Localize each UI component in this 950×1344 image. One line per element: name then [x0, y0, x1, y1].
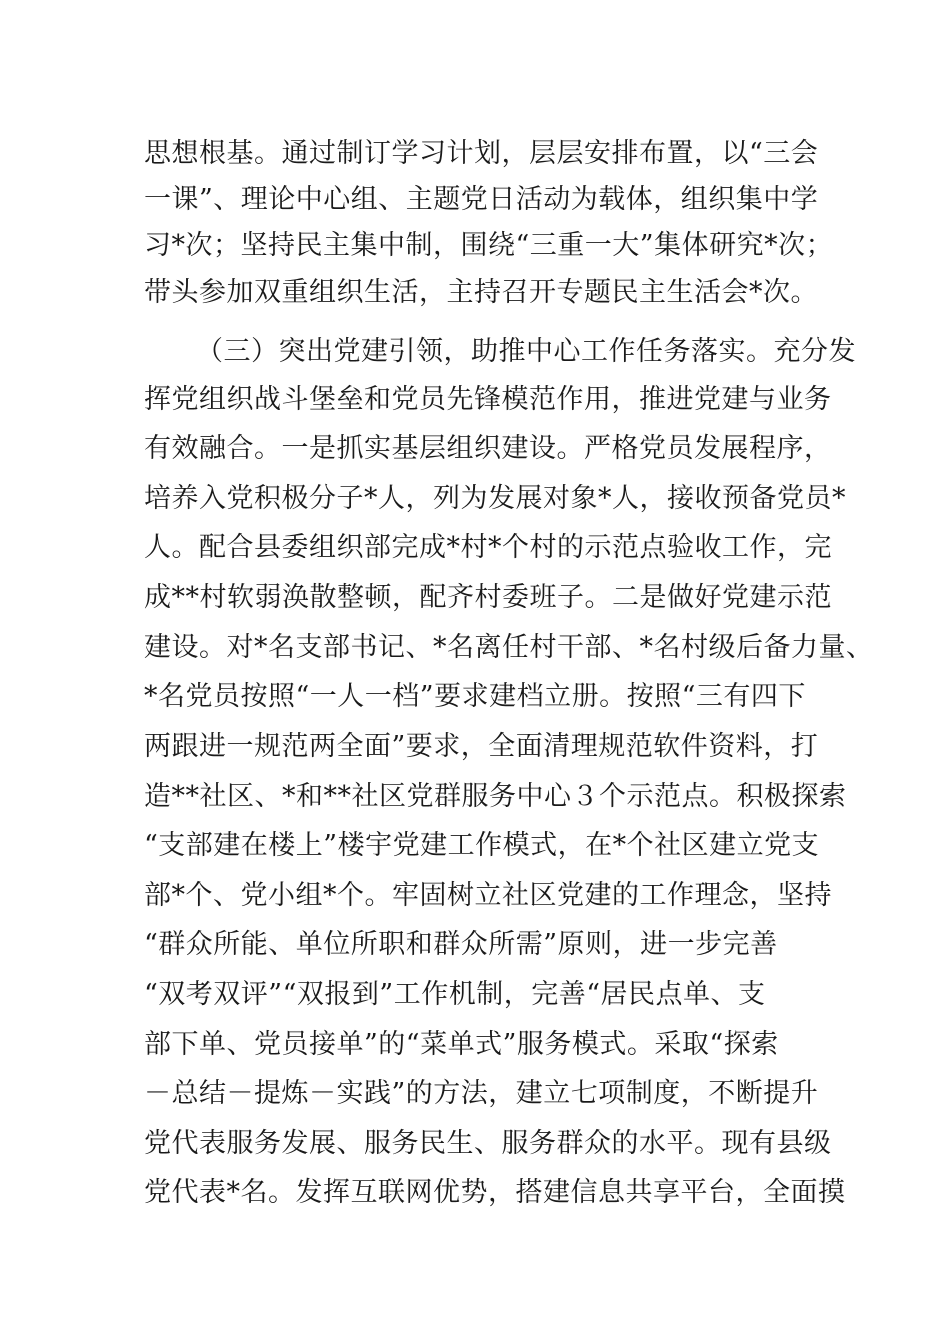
text-line: *名党员按照“一人一档”要求建档立册。按照“三有四下	[144, 681, 806, 712]
section-heading-line: （三）突出党建引领，助推中心工作任务落实。充分发	[196, 336, 856, 367]
text-line: “群众所能、单位所职和群众所需”原则，进一步完善	[144, 929, 778, 960]
text-line: －总结－提炼－实践”的方法，建立七项制度，不断提升	[144, 1078, 819, 1109]
text-line: 带头参加双重组织生活，主持召开专题民主生活会*次。	[144, 277, 818, 308]
text-line: 党代表*名。发挥互联网优势，搭建信息共享平台，全面摸	[144, 1177, 846, 1208]
text-line: 培养入党积极分子*人，列为发展对象*人，接收预备党员*	[144, 483, 846, 514]
text-line: 建设。对*名支部书记、*名离任村干部、*名村级后备力量、	[144, 632, 874, 663]
text-line: 两跟进一规范两全面”要求，全面清理规范软件资料，打	[144, 731, 819, 762]
text-line: 造**社区、*和**社区党群服务中心３个示范点。积极探索	[144, 781, 847, 812]
text-line: 挥党组织战斗堡垒和党员先锋模范作用，推进党建与业务	[144, 384, 832, 415]
text-line: 部*个、党小组*个。牢固树立社区党建的工作理念，坚持	[144, 880, 832, 911]
text-line: 思想根基。通过制订学习计划，层层安排布置，以“三会	[144, 138, 819, 169]
text-line: 人。配合县委组织部完成*村*个村的示范点验收工作，完	[144, 532, 832, 563]
text-line: 部下单、党员接单”的“菜单式”服务模式。采取“探索	[144, 1029, 779, 1060]
text-line: “支部建在楼上”楼宇党建工作模式，在*个社区建立党支	[144, 830, 820, 861]
text-line: 习*次；坚持民主集中制，围绕“三重一大”集体研究*次；	[144, 230, 834, 261]
text-line: 成**村软弱涣散整顿，配齐村委班子。二是做好党建示范	[144, 582, 832, 613]
text-line: 有效融合。一是抓实基层组织建设。严格党员发展程序，	[144, 433, 832, 464]
text-line: 一课”、理论中心组、主题党日活动为载体，组织集中学	[144, 184, 819, 215]
text-line: 党代表服务发展、服务民生、服务群众的水平。现有县级	[144, 1128, 832, 1159]
text-line: “双考双评”“双报到”工作机制，完善“居民点单、支	[144, 979, 766, 1010]
